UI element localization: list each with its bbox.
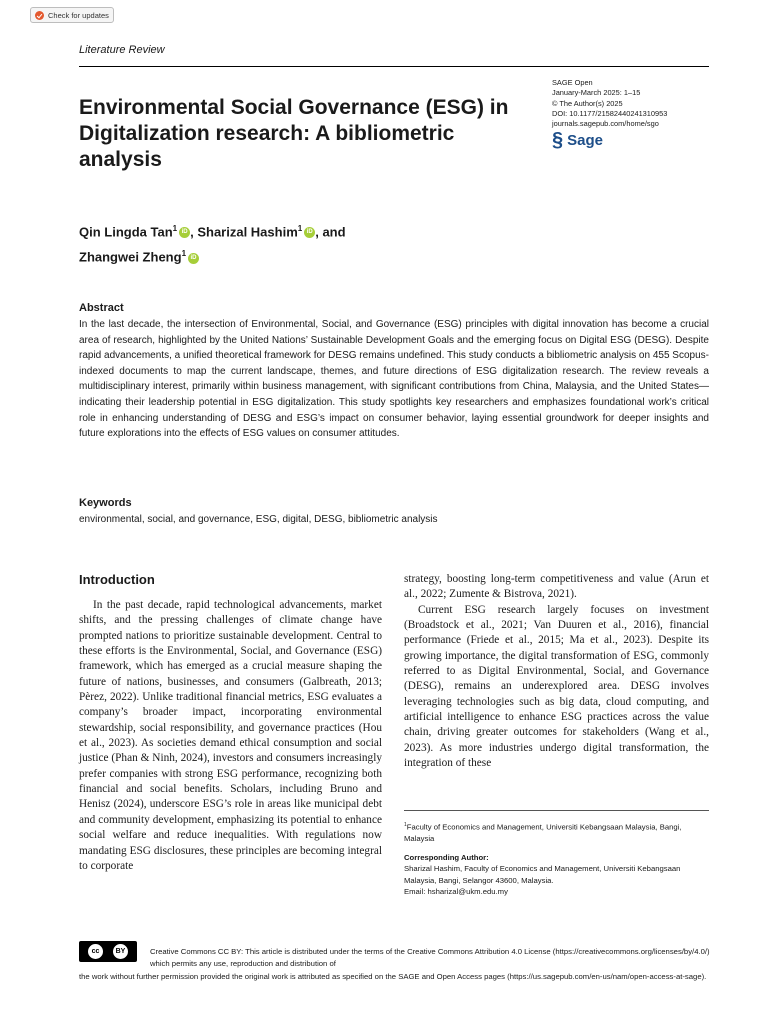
journal-url[interactable]: journals.sagepub.com/home/sgo xyxy=(552,119,659,129)
author-name[interactable]: Sharizal Hashim xyxy=(197,224,298,240)
publisher-name: Sage xyxy=(567,131,603,149)
author-separator: , xyxy=(190,224,198,240)
sage-logo-icon: § xyxy=(552,129,564,151)
affiliation-mark: 1 xyxy=(181,249,187,259)
author-name[interactable]: Qin Lingda Tan xyxy=(79,224,173,240)
orcid-icon[interactable]: iD xyxy=(179,227,190,238)
corresponding-author-heading: Corresponding Author: xyxy=(404,853,489,863)
journal-issue: January-March 2025: 1–15 xyxy=(552,88,641,98)
license-text: Creative Commons CC BY: This article is distributed under the terms of the Creative Commons Attribution 4.0 License (https://creativecommons.org/licenses/by/4.0/) which permits any use, reproduction and distribution of xyxy=(150,947,710,969)
affiliation-mark: 1 xyxy=(297,224,303,233)
cc-icon: cc xyxy=(88,944,103,959)
article-title: Environmental Social Governance (ESG) in Digitalization research: A bibliometric analysis xyxy=(79,96,509,171)
affiliation-mark: 1 xyxy=(404,822,407,828)
corresponding-author-email[interactable]: Email: hsharizal@ukm.edu.my xyxy=(404,887,508,897)
by-attribution-icon: BY xyxy=(113,944,128,959)
body-column-left xyxy=(79,598,382,874)
publisher-logo xyxy=(552,131,603,149)
author-list xyxy=(79,218,346,269)
corresponding-author-address: Sharizal Hashim, Faculty of Economics and Management, Universiti Kebangsaan Malaysia, Bangi, Selangor 43600, Malaysia. xyxy=(404,864,681,885)
cc-by-license-badge[interactable] xyxy=(79,941,137,962)
body-paragraph: Current ESG research largely focuses on investment (Broadstock et al., 2021; Van Duuren et al., 2016), financial performance (Friede et al., 2015; Ma et al., 2023). Despite its growing importance, the digital transformation of ESG, commonly referred to as Digital Environmental, Social, and Governance (DESG), remains an underexplored area. DESG involves leveraging technologies such as big data, cloud computing, and artificial intelligence to enhance ESG practices across the value chain, driving greater outcomes for stakeholders (Wang et al., 2023). As more industries undergo digital transformation, the integration of these xyxy=(404,603,709,770)
check-for-updates-button[interactable] xyxy=(30,7,114,23)
footnotes xyxy=(404,820,709,897)
footnote-rule xyxy=(404,810,709,811)
section-label: Literature Review xyxy=(79,44,165,56)
check-updates-icon xyxy=(35,11,44,20)
journal-info xyxy=(552,78,667,129)
license-text-continued: the work without further permission provided the original work is attributed as specified on the SAGE and Open Access pages (https://us.sagepub.com/en-us/nam/open-access-at-sage). xyxy=(79,972,707,981)
body-paragraph: In the past decade, rapid technological advancements, market shifts, and the pressing challenges of climate change have prompted nations to prioritize sustainable development. Central to these efforts is the Environmental, Social, and Governance (ESG) framework, which has emerged as a crucial measure shaping the future of nations, businesses, and consumers (Galbreath, 2013; Pèrez, 2022). Unlike traditional financial metrics, ESG evaluates a company’s broader impact, incorporating environmental stewardship, social responsibility, and governance practices (Hou et al., 2023). As societies demand ethical consumption and social justice (Phan & Ninh, 2024), investors and consumers increasingly prefer companies with strong ESG performance, recognizing both financial and social benefits. Scholars, including Bruno and Henisz (2024), underscore ESG’s role in areas like municipal debt and community development, emphasizing its potential to enhance social welfare and reduce inequalities. With regulations now mandating ESG disclosures, these principles are becoming integral to corporate xyxy=(79,599,382,872)
author-name[interactable]: Zhangwei Zheng xyxy=(79,249,182,265)
header-rule xyxy=(79,66,709,67)
body-paragraph: strategy, boosting long-term competitiveness and value (Arun et al., 2022; Zumente & Bistrova, 2021). xyxy=(404,573,709,601)
introduction-heading: Introduction xyxy=(79,572,155,587)
check-for-updates-label: Check for updates xyxy=(48,10,109,20)
body-column-right xyxy=(404,572,709,771)
journal-doi[interactable]: DOI: 10.1177/21582440241310953 xyxy=(552,108,668,118)
abstract-text: In the last decade, the intersection of Environmental, Social, and Governance (ESG) principles with digital innovation has become a crucial area of research, highlighted by the United Nations’ Sustainable Development Goals and the emerging focus on Digital ESG (DESG). Despite rapid advancements, a unified theoretical framework for DESG remains undefined. This study conducts a bibliometric analysis on 455 Scopus-indexed documents to map the current landscape, themes, and future directions of ESG digitalization research. The review reveals a multidisciplinary interest, primarily within business management, with significant contributions from China, Malaysia, and the United States—indicating their leadership potential in ESG digitalization. This study spotlights key researchers and emphasizes foundational work’s critical role in enhancing understanding of DESG and ESG’s impact on consumer behavior, laying essential groundwork for deeper insights and future explorations into the effects of ESG values on consumer attitudes. xyxy=(79,319,709,440)
affiliation-mark: 1 xyxy=(172,224,178,233)
author-separator: , and xyxy=(315,224,346,240)
affiliation-footnote xyxy=(404,820,709,844)
orcid-icon[interactable]: iD xyxy=(188,253,199,264)
keywords-heading: Keywords xyxy=(79,497,132,509)
keywords-text: environmental, social, and governance, ESG, digital, DESG, bibliometric analysis xyxy=(79,514,438,525)
abstract-heading: Abstract xyxy=(79,302,124,314)
journal-name: SAGE Open xyxy=(552,78,593,87)
journal-copyright: © The Author(s) 2025 xyxy=(552,98,623,108)
affiliation-text: Faculty of Economics and Management, Universiti Kebangsaan Malaysia, Bangi, Malaysia xyxy=(404,822,682,843)
orcid-icon[interactable]: iD xyxy=(304,227,315,238)
